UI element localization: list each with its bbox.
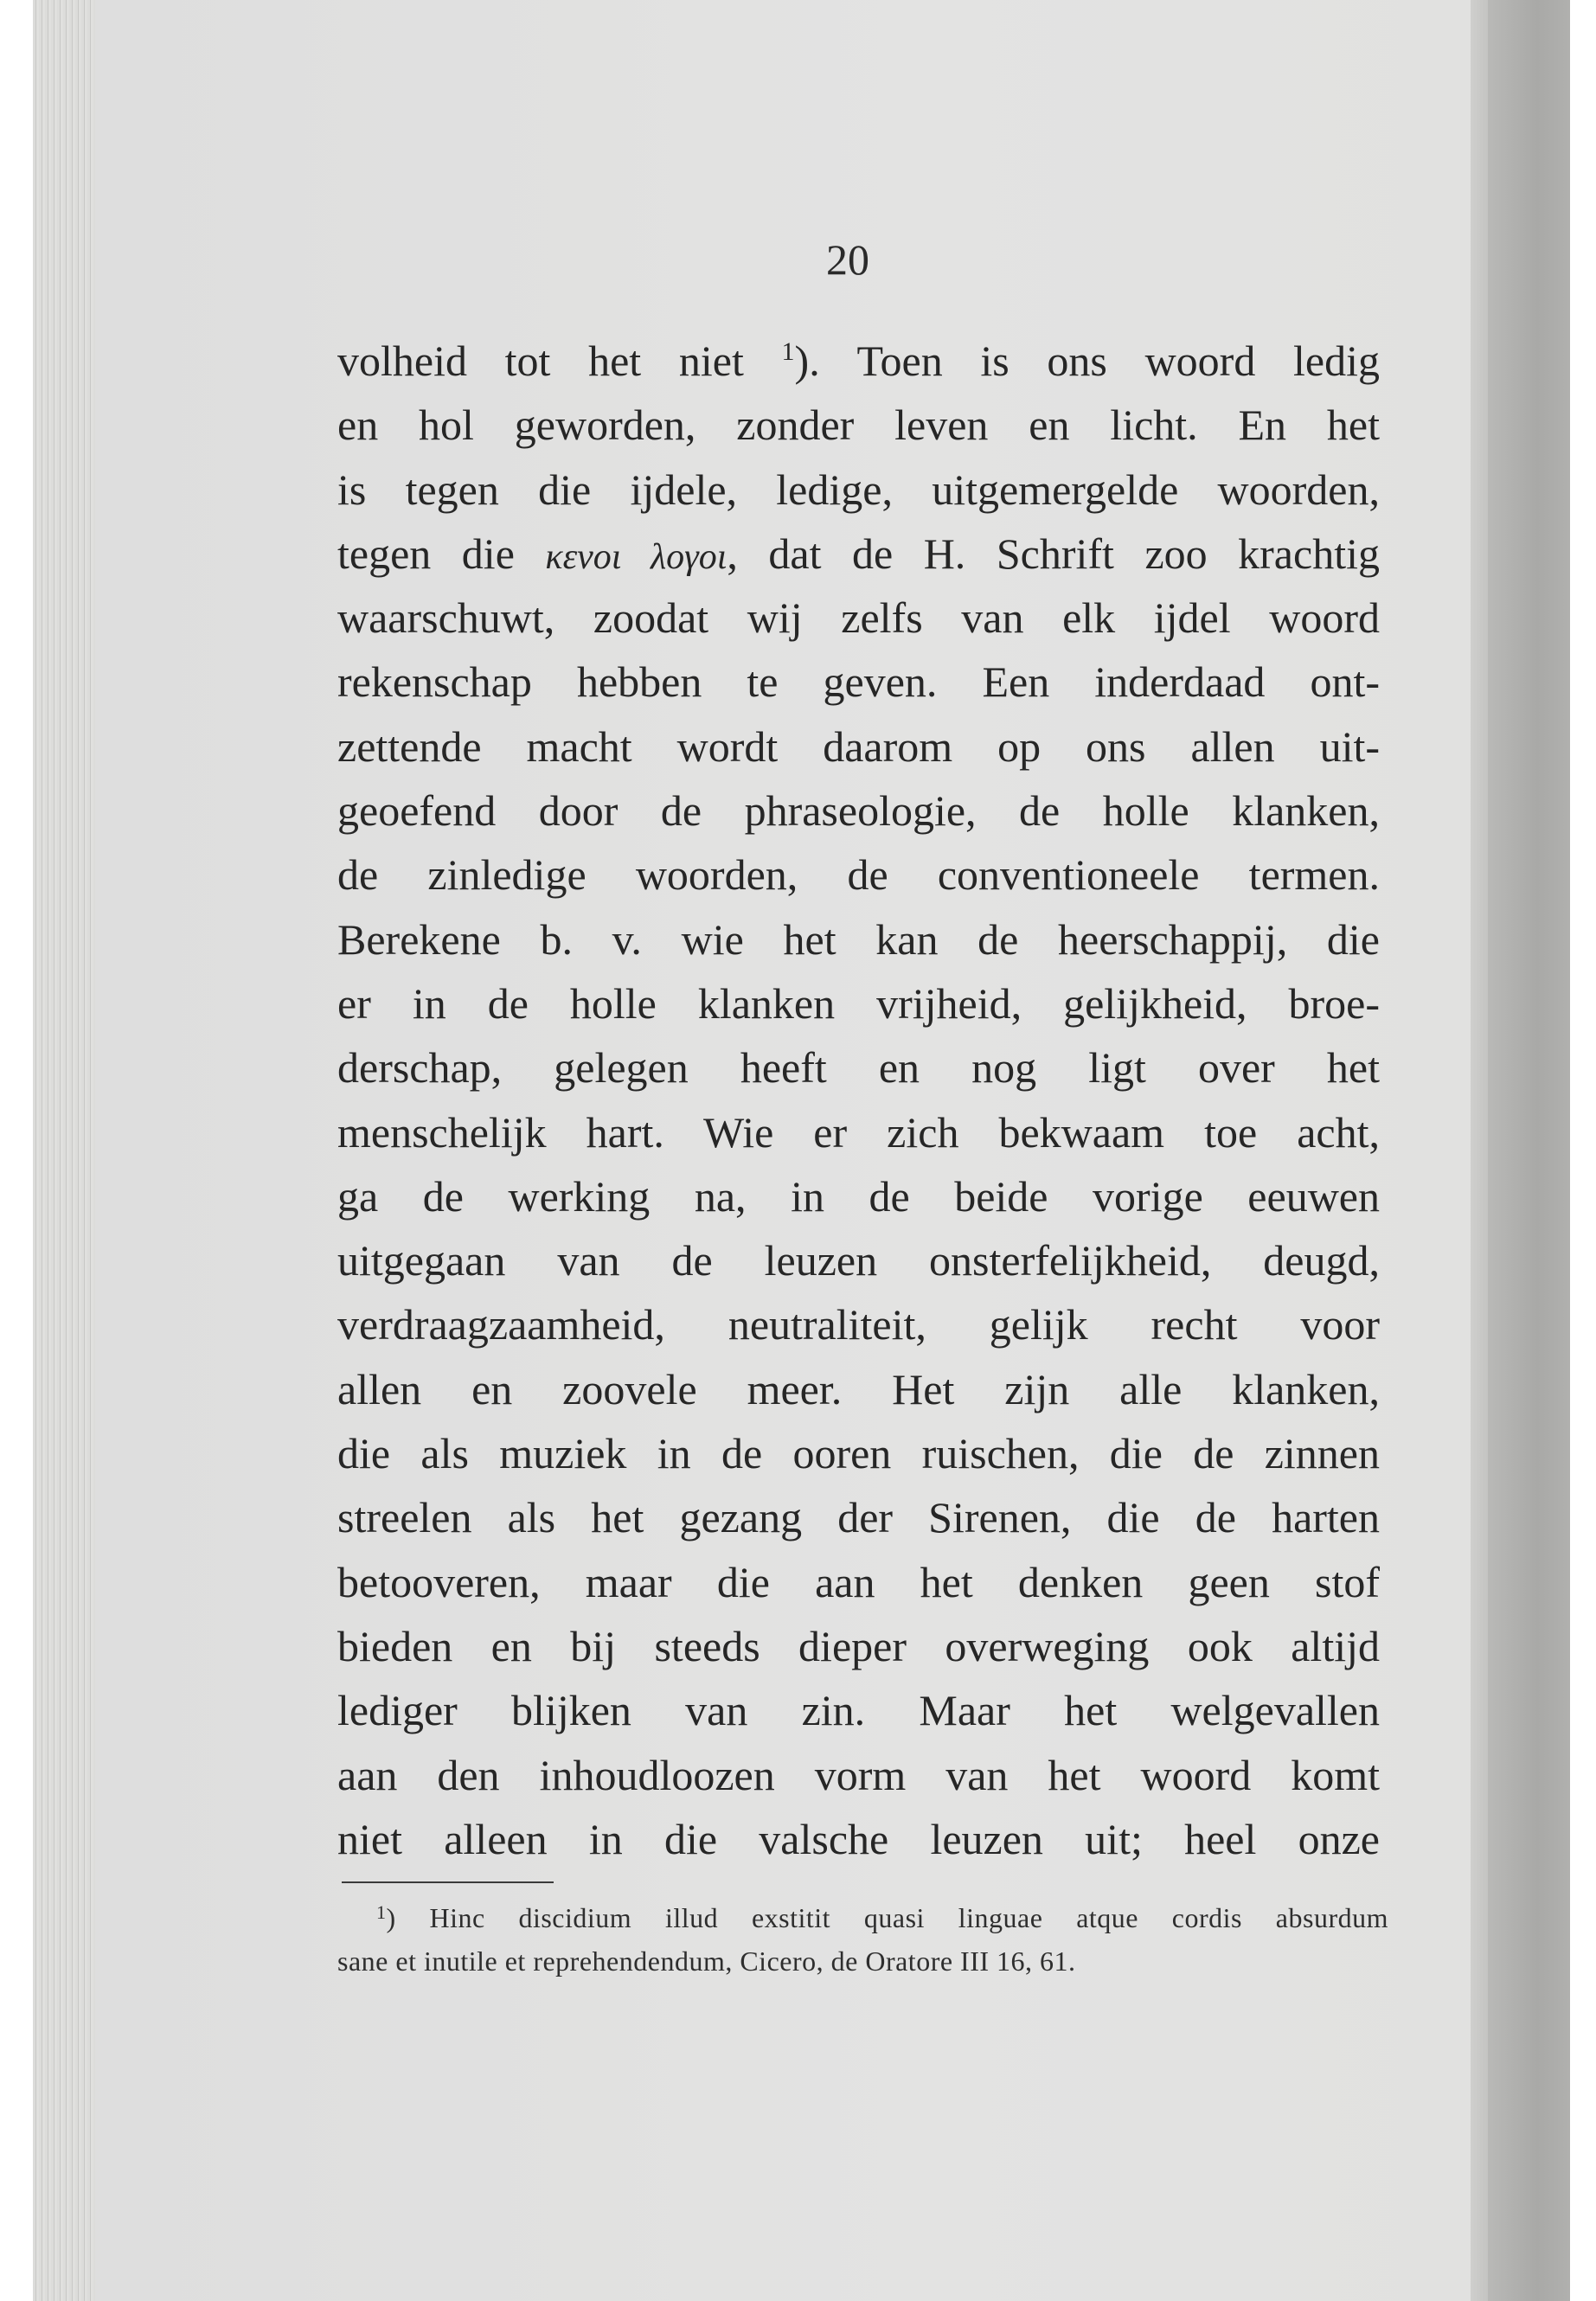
page-number: 20	[826, 235, 869, 284]
page-stack-edge	[33, 0, 95, 2301]
text-line: Berekene b. v. wie het kan de heerschappij, die	[337, 914, 1380, 964]
text-line: streelen als het gezang der Sirenen, die de harten	[337, 1493, 1380, 1542]
text-line: geoefend door de phraseologie, de holle klanken,	[337, 786, 1380, 836]
footnote-line: $^1$) Hinc discidium illud exstitit quasi linguae atque cordis absurdum	[376, 1901, 1388, 1933]
text-line: uitgegaan van de leuzen onsterfelijkheid, deugd,	[337, 1236, 1380, 1285]
text-line: er in de holle klanken vrijheid, gelijkheid, broe-	[337, 978, 1380, 1028]
text-line: is tegen die ijdele, ledige, uitgemergelde woorden,	[337, 465, 1380, 514]
scan-margin-left	[0, 0, 33, 2301]
scan-margin-right	[1570, 0, 1596, 2301]
text-line: waarschuwt, zoodat wij zelfs van elk ijdel woord	[337, 593, 1380, 643]
footnote-line: sane et inutile et reprehendendum, Cicero, de Oratore III 16, 61.	[337, 1945, 1076, 1977]
text-line: tegen die κενοι λογοι, dat de H. Schrift zoo krachtig	[337, 529, 1380, 578]
footnote-divider	[342, 1881, 554, 1883]
text-line: zettende macht wordt daarom op ons allen uit-	[337, 721, 1380, 771]
footnote-reference: 1	[781, 337, 795, 366]
footnote-mark: 1	[376, 1901, 387, 1923]
text-line: derschap, gelegen heeft en nog ligt over het	[337, 1043, 1380, 1093]
text-line: verdraagzaamheid, neutraliteit, gelijk recht voor	[337, 1300, 1380, 1349]
footnote	[337, 1896, 1388, 1983]
text-line: betooveren, maar die aan het denken geen stof	[337, 1557, 1380, 1606]
text-line: aan den inhoudloozen vorm van het woord komt	[337, 1750, 1380, 1799]
greek-phrase: κενοι λογοι	[545, 536, 727, 577]
text-line: niet alleen in die valsche leuzen uit; heel onze	[337, 1814, 1380, 1863]
text-line: bieden en bij steeds dieper overweging ook altijd	[337, 1621, 1380, 1670]
text-line: de zinledige woorden, de conventioneele termen.	[337, 850, 1380, 900]
text-line: rekenschap hebben te geven. Een inderdaad ont-	[337, 657, 1380, 707]
text-line: ga de werking na, in de beide vorige eeuwen	[337, 1171, 1380, 1221]
binding-gutter	[1488, 0, 1570, 2301]
text-line: die als muziek in de ooren ruischen, die de zinnen	[337, 1429, 1380, 1478]
text-line: en hol geworden, zonder leven en licht. En het	[337, 401, 1380, 450]
text-line: lediger blijken van zin. Maar het welgevallen	[337, 1686, 1380, 1735]
text-line: menschelijk hart. Wie er zich bekwaam toe acht,	[337, 1107, 1380, 1157]
page-fold-shadow	[1471, 0, 1488, 2301]
text-line: allen en zoovele meer. Het zijn alle klanken,	[337, 1364, 1380, 1413]
body-text	[337, 329, 1380, 1871]
text-line: volheid tot het niet $^1$). Toen is ons woord ledig	[337, 336, 1380, 385]
